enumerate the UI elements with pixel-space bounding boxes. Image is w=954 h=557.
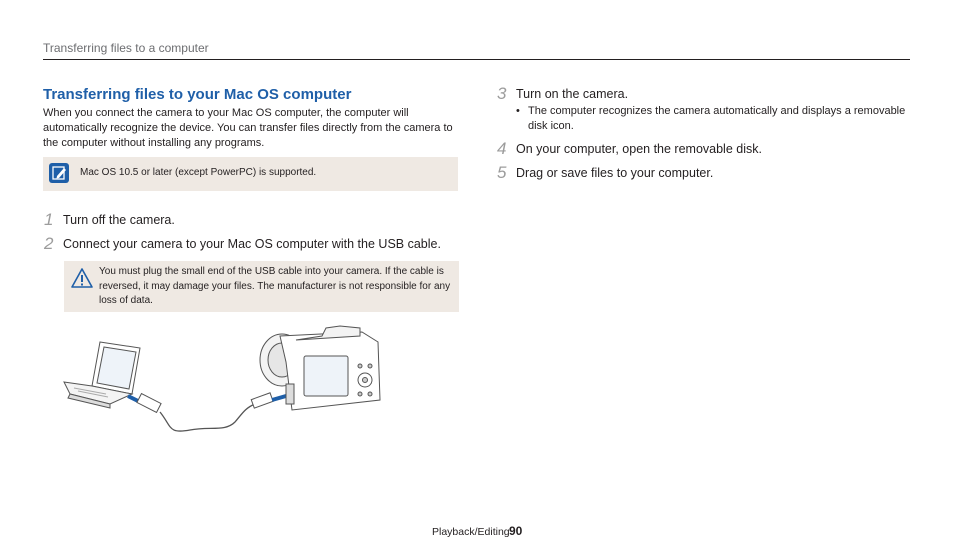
- breadcrumb: Transferring files to a computer: [43, 41, 209, 55]
- warning-triangle-icon: [70, 267, 92, 289]
- note-box: [43, 157, 458, 191]
- step-number: 5: [497, 163, 507, 182]
- warning-box: [64, 261, 459, 312]
- note-pencil-icon: [49, 163, 69, 183]
- warning-text: You must plug the small end of the USB cable into your camera. If the cable is reversed, it may damage your files. The manufacturer is not responsible for any loss of data.: [99, 266, 451, 306]
- page-number: 90: [509, 524, 523, 538]
- section-title: Transferring files to your Mac OS computer: [43, 86, 352, 103]
- bullet-text: The computer recognizes the camera automatically and displays a removable disk icon.: [528, 105, 906, 132]
- header-divider: [43, 59, 910, 60]
- step-text: Turn on the camera.: [516, 87, 629, 101]
- step-text: Turn off the camera.: [63, 213, 175, 227]
- step-number: 4: [497, 139, 507, 158]
- step-text: On your computer, open the removable disk.: [516, 142, 762, 156]
- bullet-dot: •: [516, 105, 520, 117]
- usb-connection-illustration: [60, 322, 390, 442]
- step-number: 3: [497, 84, 507, 103]
- step-text: Connect your camera to your Mac OS computer with the USB cable.: [63, 237, 441, 251]
- step-text: Drag or save files to your computer.: [516, 166, 714, 180]
- note-text: Mac OS 10.5 or later (except PowerPC) is supported.: [80, 167, 317, 178]
- footer-section-label: Playback/Editing: [432, 526, 510, 538]
- intro-paragraph: When you connect the camera to your Mac OS computer, the computer will automatically recognize the device. You can transfer files directly from the camera to the computer without installing any programs.: [43, 107, 453, 149]
- step-number: 1: [44, 210, 54, 229]
- step-number: 2: [44, 234, 54, 253]
